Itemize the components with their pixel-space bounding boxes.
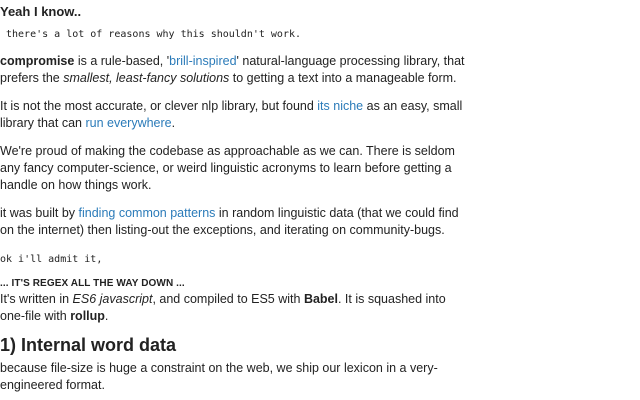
page-heading: Yeah I know.. — [0, 4, 82, 19]
run-everywhere-link[interactable]: run everywhere — [85, 116, 172, 130]
brill-inspired-link[interactable]: brill-inspired — [169, 54, 237, 68]
admit-code-line: ok i'll admit it, — [0, 254, 103, 265]
written-paragraph — [0, 291, 446, 325]
accuracy-line-2: library that can run everywhere. — [0, 116, 176, 130]
intro-line-2: prefers the smallest, least-fancy solutions to getting a text into a manageable form. — [0, 71, 457, 85]
proud-line-1: We're proud of making the codebase as approachable as we can. There is seldom — [0, 144, 455, 158]
its-niche-link[interactable]: its niche — [317, 99, 364, 113]
babel-strong: Babel — [303, 292, 338, 306]
filesize-paragraph — [0, 360, 438, 394]
intro-line-1: compromise is a rule-based, 'brill-inspired' natural-language processing library, that — [0, 54, 465, 68]
written-line-1: It's written in ES6 javascript, and compiled to ES5 with Babel. It is squashed into — [0, 292, 446, 306]
finding-common-patterns-link[interactable]: finding common patterns — [78, 206, 216, 220]
rollup-strong: rollup — [70, 309, 105, 323]
section-heading: 1) Internal word data — [0, 335, 177, 355]
regex-heading: ... IT'S REGEX ALL THE WAY DOWN ... — [0, 278, 185, 289]
written-line-2: one-file with rollup. — [0, 309, 109, 323]
proud-line-3: handle on how things work. — [0, 178, 152, 192]
proud-line-2: any fancy computer-science, or weird linguistic acronyms to learn before getting a — [0, 161, 452, 175]
emphasis-smallest: smallest, least-fancy solutions — [63, 71, 230, 85]
accuracy-line-1: It is not the most accurate, or clever nlp library, but found its niche as an easy, small — [0, 99, 463, 113]
emphasis-es6: ES6 javascript — [72, 292, 153, 306]
built-paragraph — [0, 205, 459, 239]
built-line-1: it was built by finding common patterns in random linguistic data (that we could find — [0, 206, 459, 220]
intro-paragraph — [0, 53, 465, 87]
library-name: compromise — [0, 54, 75, 68]
filesize-line-2: engineered format. — [0, 378, 105, 392]
built-line-2: on the internet) then listing-out the exceptions, and iterating on community-bugs. — [0, 223, 445, 237]
proud-paragraph — [0, 143, 455, 194]
code-comment: there's a lot of reasons why this shouldn't work. — [6, 29, 302, 40]
accuracy-paragraph — [0, 98, 462, 132]
filesize-line-1: because file-size is huge a constraint on the web, we ship our lexicon in a very- — [0, 361, 438, 375]
